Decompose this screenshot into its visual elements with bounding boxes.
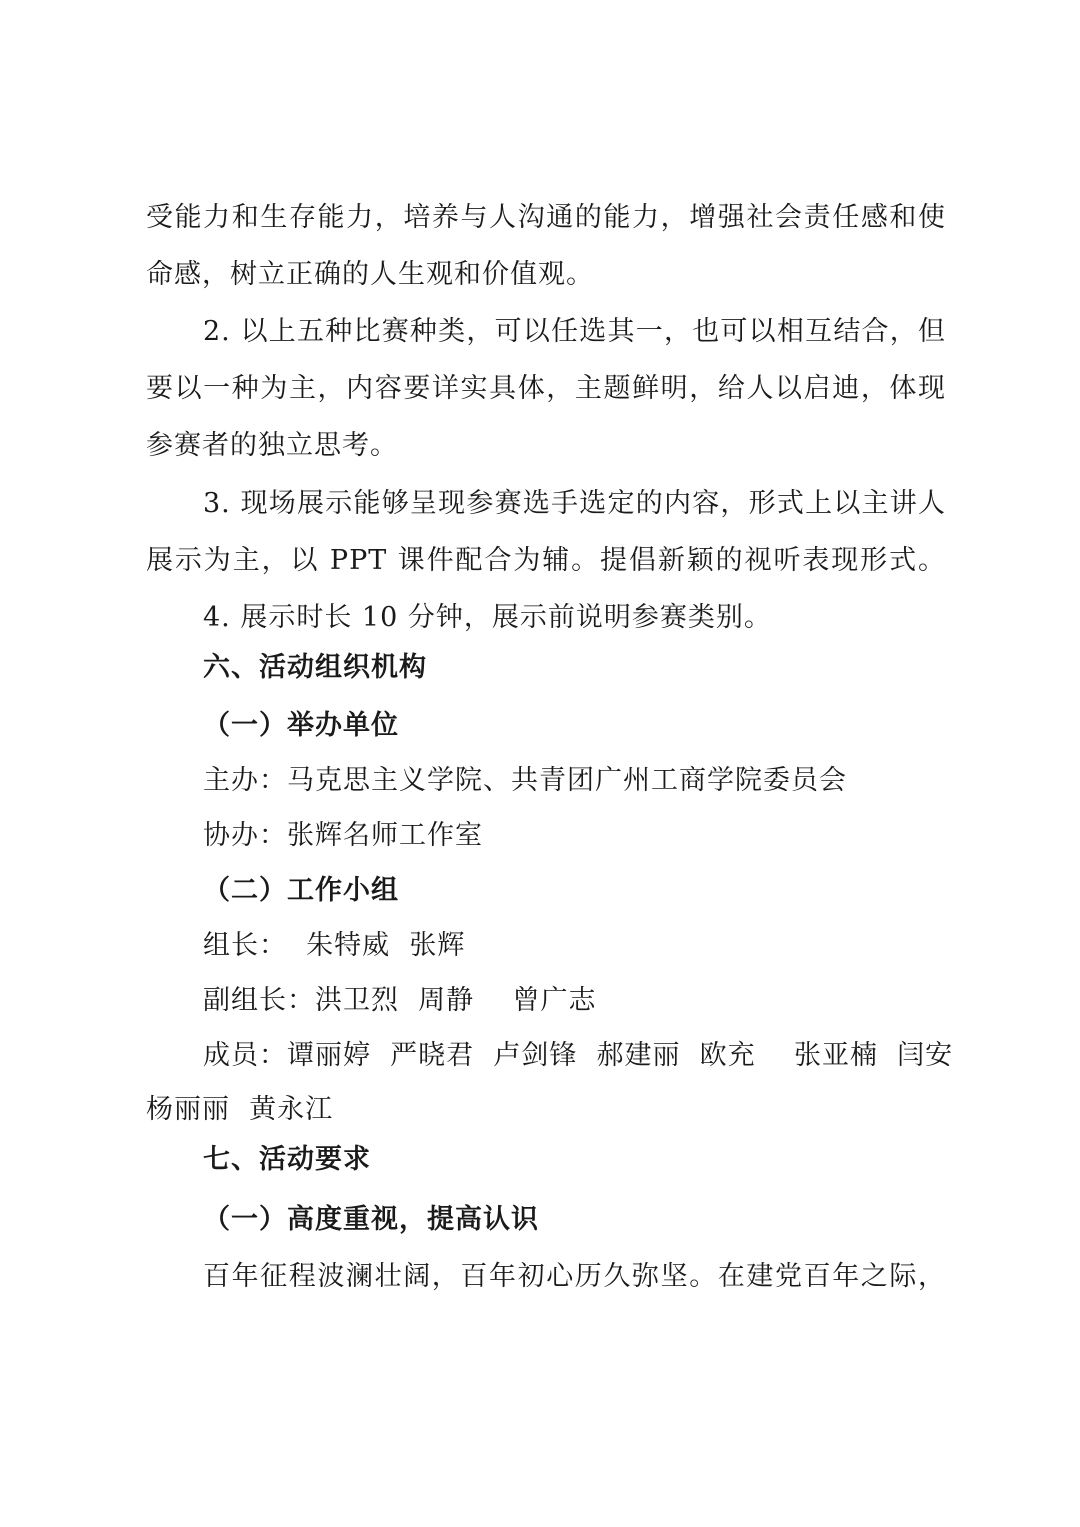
paragraph-1-line-1: 受能力和生存能力，培养与人沟通的能力，增强社会责任感和使 <box>146 202 946 233</box>
leader-line: 组长： 朱特威 张辉 <box>203 930 466 961</box>
paragraph-2-line-1: 2. 以上五种比赛种类，可以任选其一，也可以相互结合，但 <box>203 316 946 347</box>
host-line: 主办：马克思主义学院、共青团广州工商学院委员会 <box>203 765 847 796</box>
section-6-heading: 六、活动组织机构 <box>203 652 427 683</box>
members-line-1: 成员：谭丽婷 严晓君 卢剑锋 郝建丽 欧充 张亚楠 闫安 <box>203 1040 954 1071</box>
deputy-line: 副组长：洪卫烈 周静 曾广志 <box>203 985 597 1016</box>
section-6-sub-2-heading: （二）工作小组 <box>203 875 399 906</box>
section-7-line-1: 百年征程波澜壮阔，百年初心历久弥坚。在建党百年之际， <box>203 1261 946 1292</box>
section-7-heading: 七、活动要求 <box>203 1144 371 1175</box>
co-host-line: 协办：张辉名师工作室 <box>203 820 483 851</box>
paragraph-3-line-1: 3. 现场展示能够呈现参赛选手选定的内容，形式上以主讲人 <box>203 488 946 519</box>
paragraph-2-line-2: 要以一种为主，内容要详实具体，主题鲜明，给人以启迪，体现 <box>146 373 946 404</box>
section-7-sub-1-heading: （一）高度重视，提高认识 <box>203 1204 539 1235</box>
members-line-2: 杨丽丽 黄永江 <box>146 1094 334 1125</box>
paragraph-2-line-3: 参赛者的独立思考。 <box>146 430 398 461</box>
paragraph-1-line-2: 命感，树立正确的人生观和价值观。 <box>146 259 594 290</box>
paragraph-4-line-1: 4. 展示时长 10 分钟，展示前说明参赛类别。 <box>203 602 772 633</box>
section-6-sub-1-heading: （一）举办单位 <box>203 710 399 741</box>
paragraph-3-line-2: 展示为主，以 PPT 课件配合为辅。提倡新颖的视听表现形式。 <box>146 545 946 576</box>
